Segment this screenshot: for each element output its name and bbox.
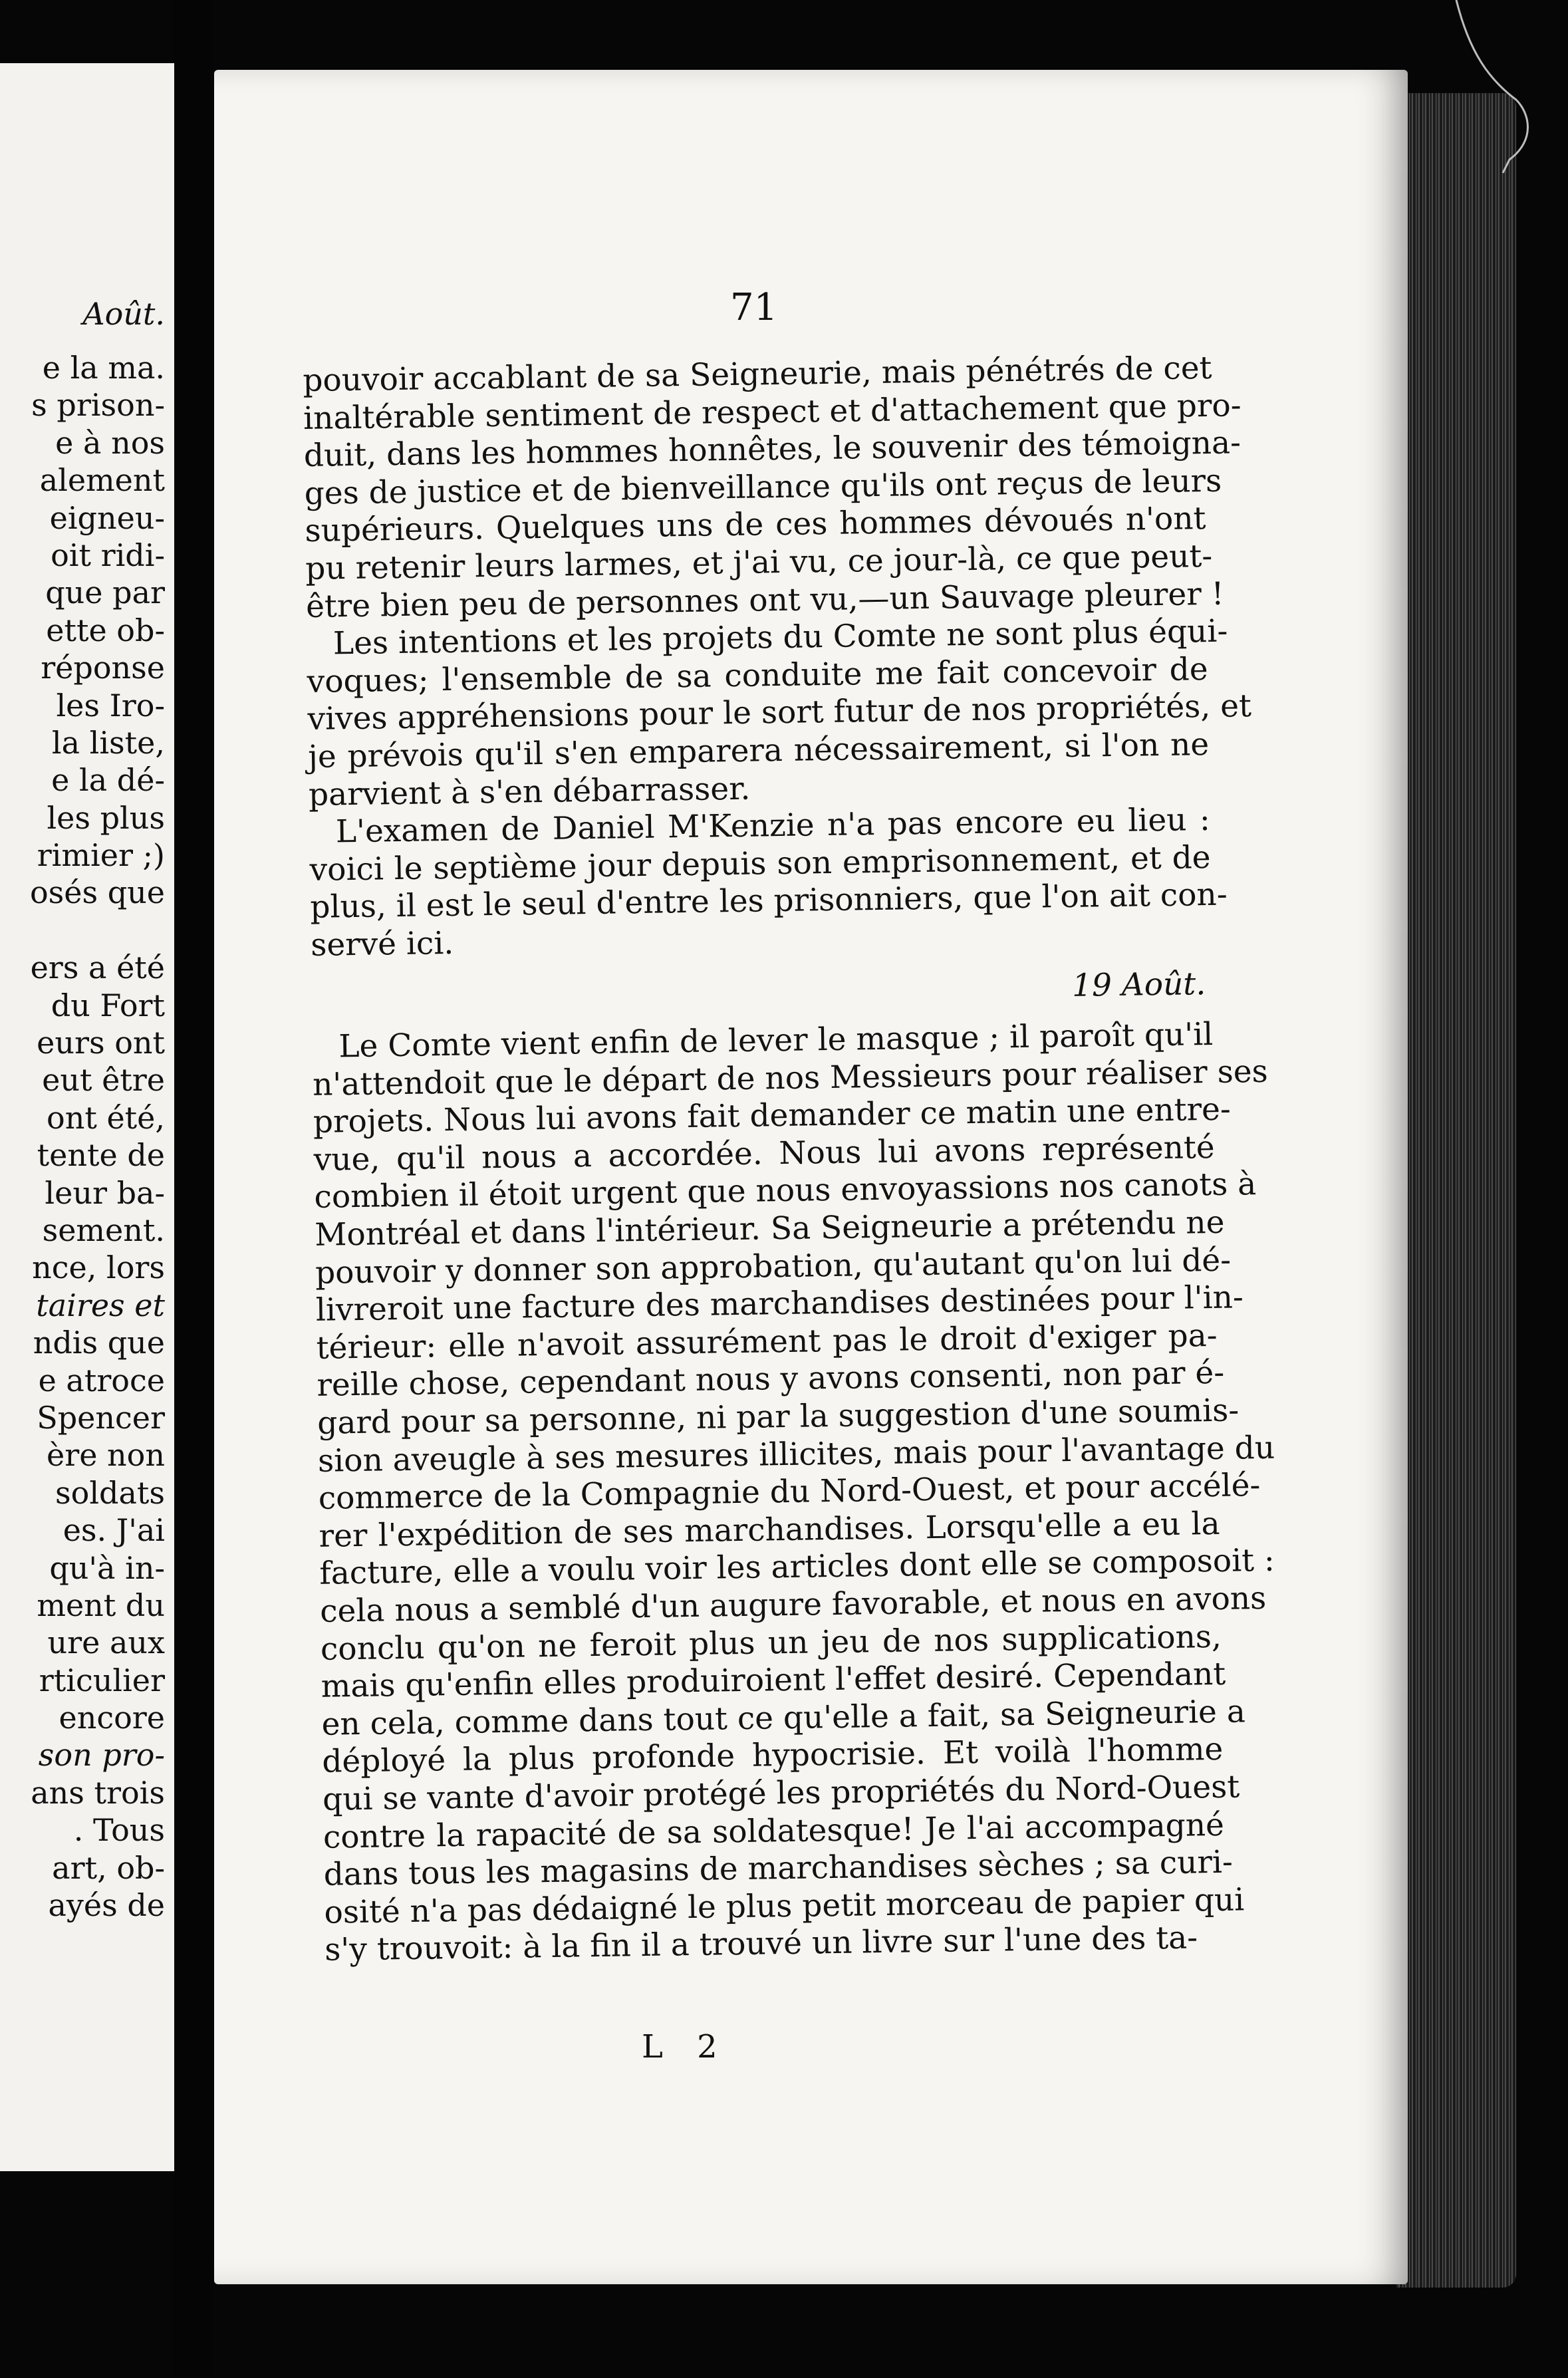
left-page-line: e atroce [38,1362,165,1398]
paragraph-2 [307,612,1252,814]
text-line: facture, elle a voulu voir les articles dont elle se composoit : [319,1542,1275,1593]
text-line: plus, il est le seul d'entre les prisonniers, que l'on ait con- [310,876,1228,926]
paragraph-4 [312,1016,1275,1970]
text-line: qui se vante d'avoir protégé les propriétés du Nord-Ouest [322,1768,1240,1818]
left-page-line: es. J'ai [63,1512,165,1549]
paragraph-1 [303,349,1241,626]
text-line: Les intentions et les projets du Comte ne sont plus équi- [332,612,1228,662]
left-page-line: du Fort [51,987,165,1023]
text-line: parvient à s'en débarrasser. [308,770,751,813]
left-page-line: tente de [37,1137,165,1174]
left-page-line: ers a été [30,950,165,986]
left-page-line: ans trois [31,1774,165,1811]
left-page [0,63,176,2171]
left-page-line: rimier ;) [37,837,165,874]
book-page-edges [1396,93,1516,2288]
text-line: s'y trouvoit: à la fin il a trouvé un livre sur l'une des ta- [324,1919,1198,1969]
left-page-line: leur ba- [45,1174,165,1211]
text-line: je prévois qu'il s'en emparera nécessairement, si l'on ne [307,726,1210,775]
text-line: inaltérable sentiment de respect et d'attachement que pro- [303,386,1241,437]
page-number: 71 [730,286,778,329]
left-page-line: les Iro- [56,687,165,724]
text-line: pouvoir accablant de sa Seigneurie, mais pénétrés de cet [303,349,1212,399]
left-page-line: ère non [46,1437,165,1474]
text-line: combien il étoit urgent que nous envoyassions nos canots à [314,1166,1257,1216]
text-line: gard pour sa personne, ni par la suggestion d'une soumis- [317,1392,1240,1442]
left-page-line: son pro- [38,1737,165,1774]
left-page-line: ont été, [47,1099,165,1136]
text-line: voques; l'ensemble de sa conduite me fait concevoir de [307,650,1208,700]
left-page-line: Spencer [37,1399,165,1436]
left-page-line: e à nos [55,424,165,461]
left-page-line: eurs ont [37,1025,165,1061]
left-page-line: nce, lors [32,1250,165,1286]
text-line: reille chose, cependant nous y avons consenti, non par é- [317,1355,1225,1404]
text-line: voici le septième jour depuis son emprisonnement, et de [309,839,1211,888]
text-line: n'attendoit que le départ de nos Messieurs pour réaliser ses [312,1053,1269,1103]
text-line: en cela, comme dans tout ce qu'elle a fait, sa Seigneurie a [321,1693,1246,1743]
left-page-line: oit ridi- [51,537,165,573]
text-line: livreroit une facture des marchandises destinées pour l'in- [315,1279,1244,1329]
left-page-line: sement. [42,1212,165,1248]
left-page-line: art, ob- [52,1849,165,1886]
text-line: duit, dans les hommes honnêtes, le souvenir des témoigna- [303,424,1241,475]
text-line: cela nous a semblé d'un augure favorable, et nous en avons [319,1579,1267,1630]
left-page-line: e la ma. [42,350,165,386]
left-page-line: alement [39,462,165,499]
text-line: ges de justice et de bienveillance qu'ils ont reçus de leurs [304,462,1222,512]
left-page-line: soldats [55,1474,165,1511]
text-line: vives appréhensions pour le sort futur de nos propriétés, et [307,688,1252,738]
text-line: conclu qu'on ne feroit plus un jeu de nos supplications, [320,1618,1222,1668]
text-line: vue, qu'il nous a accordée. Nous lui avons représenté [313,1128,1215,1178]
left-page-line: ayés de [48,1887,165,1924]
left-page-line: s prison- [31,387,165,424]
text-line: déployé la plus profonde hypocrisie. Et voilà l'homme [322,1731,1224,1781]
left-page-line: les plus [47,799,165,836]
text-line: supérieurs. Quelques uns de ces hommes dévoués n'ont [305,500,1206,550]
text-line: osité n'a pas dédaigné le plus petit morceau de papier qui [324,1881,1245,1931]
left-page-line: eut être [42,1062,165,1099]
left-page-line: ndis que [33,1325,165,1361]
text-line: être bien peu de personnes ont vu,—un Sauvage pleurer ! [305,575,1224,625]
text-line: contre la rapacité de sa soldatesque! Je l'ai accompagné [323,1806,1225,1856]
text-line: Le Comte vient enfin de lever le masque ; il paroît qu'il [338,1016,1214,1065]
signature-mark: L 2 [642,2028,729,2065]
paragraph-3 [309,801,1228,964]
left-page-line: encore [59,1700,165,1736]
torn-corner-icon [1430,0,1563,266]
text-line: Montréal et dans l'intérieur. Sa Seigneurie a prétendu ne [314,1204,1225,1254]
left-page-text [30,349,165,1924]
left-page-line: . Tous [73,1812,165,1849]
date-heading: 19 Août. [1071,965,1206,1004]
left-page-line: ure aux [47,1625,165,1661]
left-page-line: ette ob- [46,612,165,648]
text-line: projets. Nous lui avons fait demander ce matin une entre- [313,1091,1232,1141]
main-text-block [303,349,1275,1970]
left-page-line: rticulier [39,1662,165,1698]
text-line: sion aveugle à ses mesures illicites, mais pour l'avantage du [317,1429,1275,1480]
left-page-line: eigneu- [49,499,165,536]
left-page-line: réponse [41,650,165,686]
text-line: servé ici. [310,924,454,964]
left-page-line [30,912,165,949]
text-line: pu retenir leurs larmes, et j'ai vu, ce jour-là, ce que peut- [305,537,1213,587]
text-line: commerce de la Compagnie du Nord-Ouest, et pour accélé- [318,1467,1261,1518]
text-line: rer l'expédition de ses marchandises. Lorsqu'elle a eu la [319,1505,1220,1555]
book-gutter [174,0,214,2378]
left-page-line: qu'à in- [49,1549,165,1586]
left-page-line: la liste, [51,724,165,761]
text-line: térieur: elle n'avoit assurément pas le droit d'exiger pa- [316,1317,1218,1367]
left-page-line: taires et [36,1287,165,1323]
text-line: mais qu'enfin elles produiroient l'effet desiré. Cependant [321,1656,1226,1705]
left-page-line: que par [45,575,165,611]
left-page-line: ment du [37,1587,165,1623]
text-line: L'examen de Daniel M'Kenzie n'a pas encore eu lieu : [335,801,1211,851]
left-page-header: Août. [82,296,165,332]
left-page-line: osés que [29,874,165,911]
left-page-line: e la dé- [51,762,165,799]
text-line: pouvoir y donner son approbation, qu'autant qu'on lui dé- [315,1242,1232,1291]
text-line: dans tous les magasins de marchandises sèches ; sa curi- [323,1843,1234,1893]
